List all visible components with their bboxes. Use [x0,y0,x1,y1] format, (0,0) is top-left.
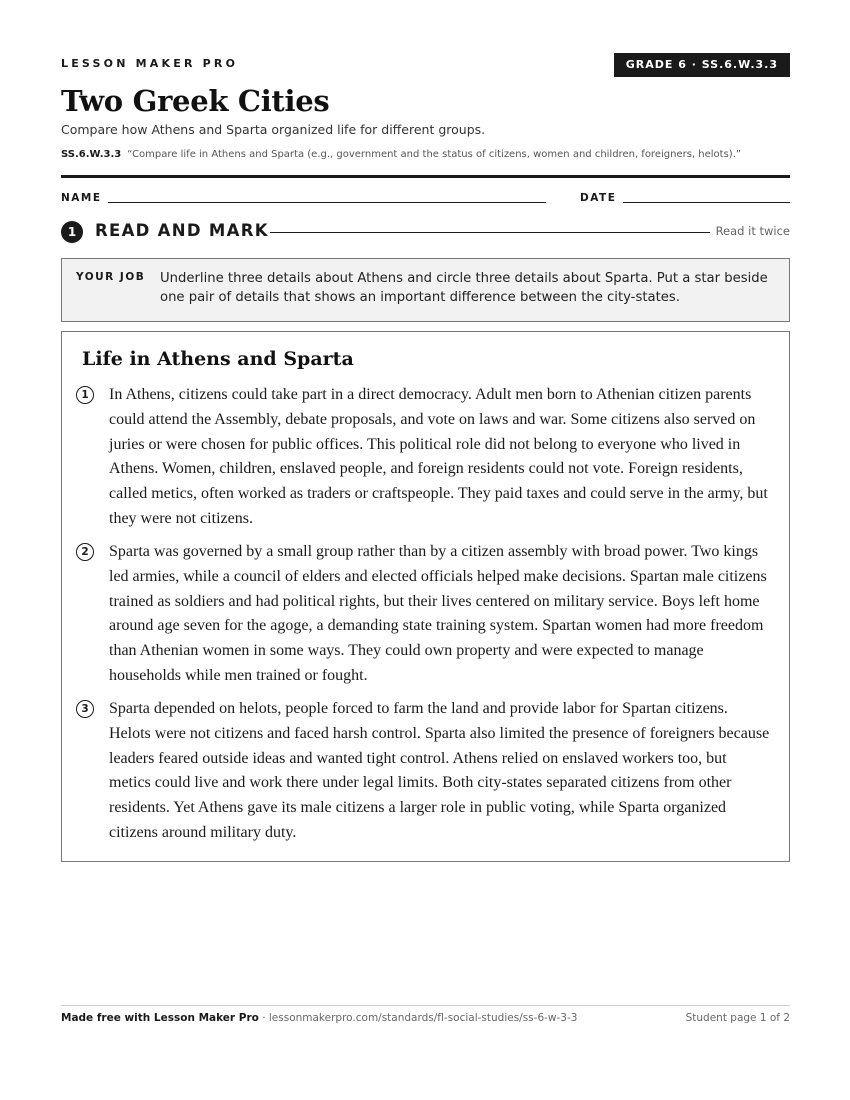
paragraph-text: Sparta was governed by a small group rather than by a citizen assembly with broad power. Two kings led armies, while a council of elders and elected officials helped make decisions. Spartan male citizens trained as soldiers and had political rights, but their lives centered on military service. Boys left home around age seven for the agoge, a demanding state training system. Spartan women had more freedom than Athenian women in some ways. They could own property and were expected to manage households while men trained or fought. [109,543,767,684]
header-divider [61,175,790,178]
worksheet-page [61,0,790,1100]
name-label: NAME [61,192,102,204]
paragraph-number: 2 [76,543,94,561]
job-label: YOUR JOB [76,271,146,283]
brand-name: LESSON MAKER PRO [61,57,239,70]
section-header [61,220,790,244]
standard-code: SS.6.W.3.3 [61,149,122,160]
page-subtitle: Compare how Athens and Sparta organized life for different groups. [61,122,486,137]
section-number: 1 [61,221,83,243]
paragraph-number: 1 [76,386,94,404]
date-field[interactable] [623,202,790,203]
section-rule [270,232,710,233]
paragraph-number: 3 [76,700,94,718]
footer-credit [61,1012,577,1024]
paragraph-text: In Athens, citizens could take part in a direct democracy. Adult men born to Athenian citizen parents could attend the Assembly, debate proposals, and vote on laws and war. Some citizens also served on juries or were chosen for public offices. This political role did not belong to everyone who lived in Athens. Women, children, enslaved people, and foreign residents could not vote. Foreign residents, called metics, often worked as traders or craftspeople. They paid taxes and could serve in the army, but they were not citizens. [109,386,768,527]
job-text: Underline three details about Athens and circle three details about Sparta. Put a star beside one pair of details that shows an important difference between the city-states. [160,271,768,305]
footer-divider [61,1005,790,1006]
footer-url[interactable]: · lessonmakerpro.com/standards/fl-social-studies/ss-6-w-3-3 [258,1012,578,1024]
reading-title: Life in Athens and Sparta [82,348,354,370]
section-note: Read it twice [715,224,790,238]
name-date-row [61,191,790,207]
footer-made-with: Made free with Lesson Maker Pro [61,1012,259,1024]
page-title: Two Greek Cities [61,84,330,118]
reading-passage-box [61,331,790,862]
section-title: READ AND MARK [95,221,269,240]
standard-text: “Compare life in Athens and Sparta (e.g., government and the status of citizens, women and children, foreigners, helots).” [127,149,742,160]
job-instructions-box [61,258,790,322]
standard-line [61,149,741,160]
name-field[interactable] [108,202,546,203]
date-label: DATE [580,192,617,204]
header-top [61,55,790,79]
paragraph-text: Sparta depended on helots, people forced to farm the land and provide labor for Spartan citizens. Helots were not citizens and faced harsh control. Sparta also limited the presence of foreigners because leaders feared outside ideas and wanted tight control. Athens relied on enslaved workers too, but metics could live and work there under legal limits. Both city-states separated citizens from other residents. Yet Athens gave its male citizens a larger role in public voting, while Sparta organized citizens around military duty. [109,700,770,841]
grade-badge: GRADE 6 · SS.6.W.3.3 [614,53,790,77]
page-indicator: Student page 1 of 2 [685,1012,790,1024]
